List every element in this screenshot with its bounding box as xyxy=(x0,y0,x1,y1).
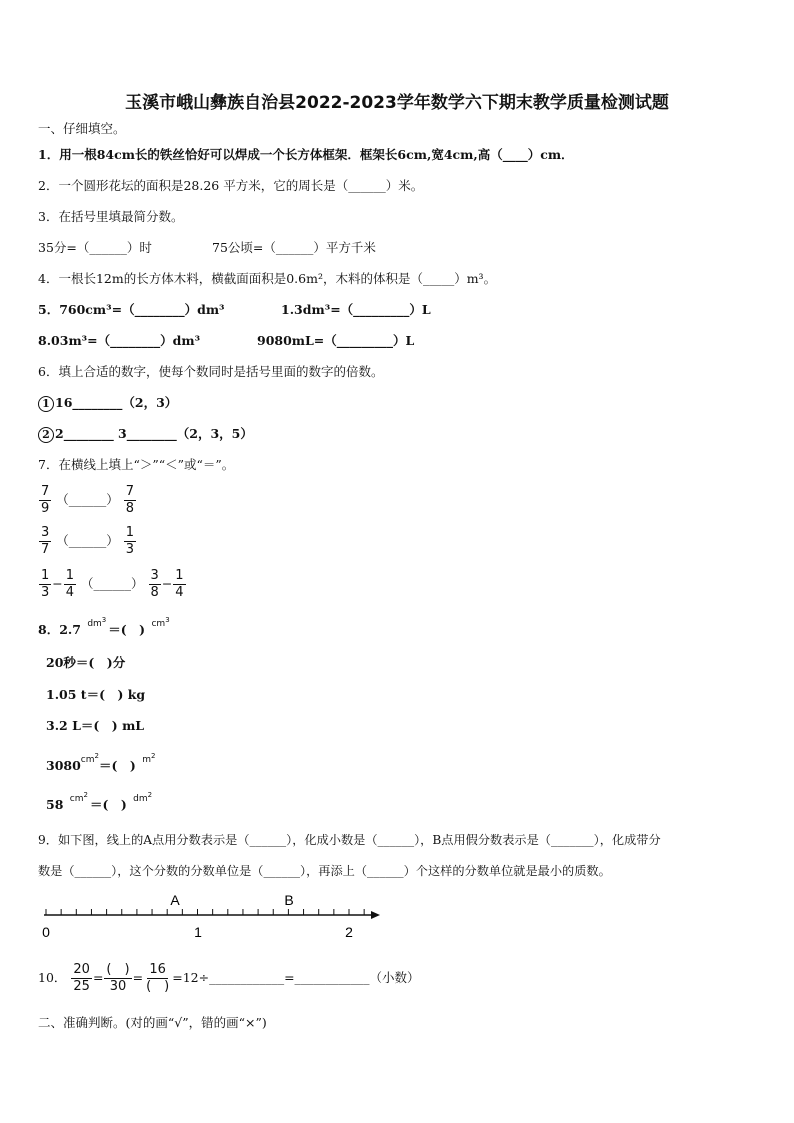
fraction: $\frac{7}{9}$ xyxy=(41,484,50,516)
question-8-line-4: $3080^{cm^2}=$( ) $^{m^2}$ xyxy=(46,752,156,773)
question-9-line-2: 数是（______），这个分数的分数单位是（______），再添上（______）个这样的分数单位就是最小的质数。 xyxy=(38,864,611,878)
question-2: 2．一个圆形花坛的面积是28.26 平方米，它的周长是（______）米。 xyxy=(38,178,424,193)
fraction: $\frac{1}{3}$ xyxy=(125,525,135,557)
question-5b: 1.3dm³=（_________）L xyxy=(281,302,431,317)
fraction: $\frac{16}{( )}$ xyxy=(146,962,170,994)
number-line-diagram xyxy=(38,888,388,943)
question-8: 8．2.7 $^{dm^3}$＝( ) $^{cm^3}$ xyxy=(38,616,170,637)
question-3a: 35分=（______）时 xyxy=(38,240,152,255)
question-7: 7．在横线上填上“＞”“＜”或“＝”。 xyxy=(38,457,235,472)
fraction: $\frac{1}{3}$ xyxy=(41,568,50,600)
question-5c: 8.03m³=（________）dm³ xyxy=(38,333,201,348)
question-7-row-1 xyxy=(38,484,137,517)
fraction: $\frac{7}{8}$ xyxy=(125,484,135,516)
question-7-row-2 xyxy=(38,525,137,558)
question-5d: 9080mL=（_________）L xyxy=(257,333,415,348)
arrow-head-icon xyxy=(371,911,380,919)
question-8-line-3: 3.2 L＝( ) mL xyxy=(46,718,145,733)
question-4: 4．一根长12m的长方体木料，横截面面积是0.6m²，木料的体积是（_____）m³。 xyxy=(38,271,497,286)
circled-number-2: 2 xyxy=(38,427,54,443)
number-line-ticks xyxy=(46,909,364,915)
fraction: $\frac{20}{25}$ xyxy=(73,962,90,994)
tick-label-1: 1 xyxy=(194,924,202,940)
fraction: $\frac{3}{7}$ xyxy=(41,525,50,557)
answer-blank: （______） xyxy=(56,533,119,548)
question-7-row-3: $\frac{1}{3}$ − $\frac{1}{4}$ （______） $\frac{3}{8}$ − $\frac{1}{4}$ xyxy=(41,568,184,600)
tick-label-0: 0 xyxy=(42,924,50,940)
question-8-line-1: 20秒＝( )分 xyxy=(46,655,126,670)
question-3: 3．在括号里填最简分数。 xyxy=(38,209,184,224)
question-8-line-5: 58 $^{cm^2}$＝( ) $^{dm^2}$ xyxy=(46,791,153,812)
section-1-heading: 一、仔细填空。 xyxy=(38,121,126,136)
answer-blank: （______） xyxy=(56,492,119,507)
fraction: $\frac{( )}{30}$ xyxy=(106,962,130,994)
tick-label-2: 2 xyxy=(345,924,353,940)
question-8-line-2: 1.05 t＝( ) kg xyxy=(46,687,146,702)
point-b-label: B xyxy=(284,892,294,908)
question-6b-text: 2________ 3________（2，3，5） xyxy=(55,426,253,441)
question-5a: 5．760cm³=（________）dm³ xyxy=(38,302,225,317)
question-6a-text: 16________（2，3） xyxy=(55,395,178,410)
question-6b xyxy=(38,426,253,443)
fraction: $\frac{1}{4}$ xyxy=(175,568,184,600)
answer-blank: （______） xyxy=(81,576,144,591)
fraction: $\frac{3}{8}$ xyxy=(150,568,159,600)
question-6: 6．填上合适的数字，使每个数同时是括号里面的数字的倍数。 xyxy=(38,364,384,379)
question-1: 1．用一根84cm长的铁丝恰好可以焊成一个长方体框架．框架长6cm,宽4cm,高（____）cm． xyxy=(38,147,574,162)
fraction: $\frac{1}{4}$ xyxy=(65,568,75,600)
question-3b: 75公顷=（______）平方千米 xyxy=(212,240,376,255)
section-2-heading: 二、准确判断。(对的画“√”，错的画“×”) xyxy=(38,1015,267,1030)
question-9-line-1: 9．如下图，线上的A点用分数表示是（______），化成小数是（______），B点用假分数表示是（_______），化成带分 xyxy=(38,833,661,847)
question-10: 10． $\frac{20}{25}$ = $\frac{( )}{30}$ = $\frac{16}{( )}$ =12÷____________=____________（小数） xyxy=(38,962,420,994)
question-6a xyxy=(38,395,177,412)
point-a-label: A xyxy=(170,892,180,908)
circled-number-1: 1 xyxy=(38,396,54,412)
page-title: 玉溪市峨山彝族自治县2022-2023学年数学六下期末教学质量检测试题 xyxy=(125,93,669,113)
